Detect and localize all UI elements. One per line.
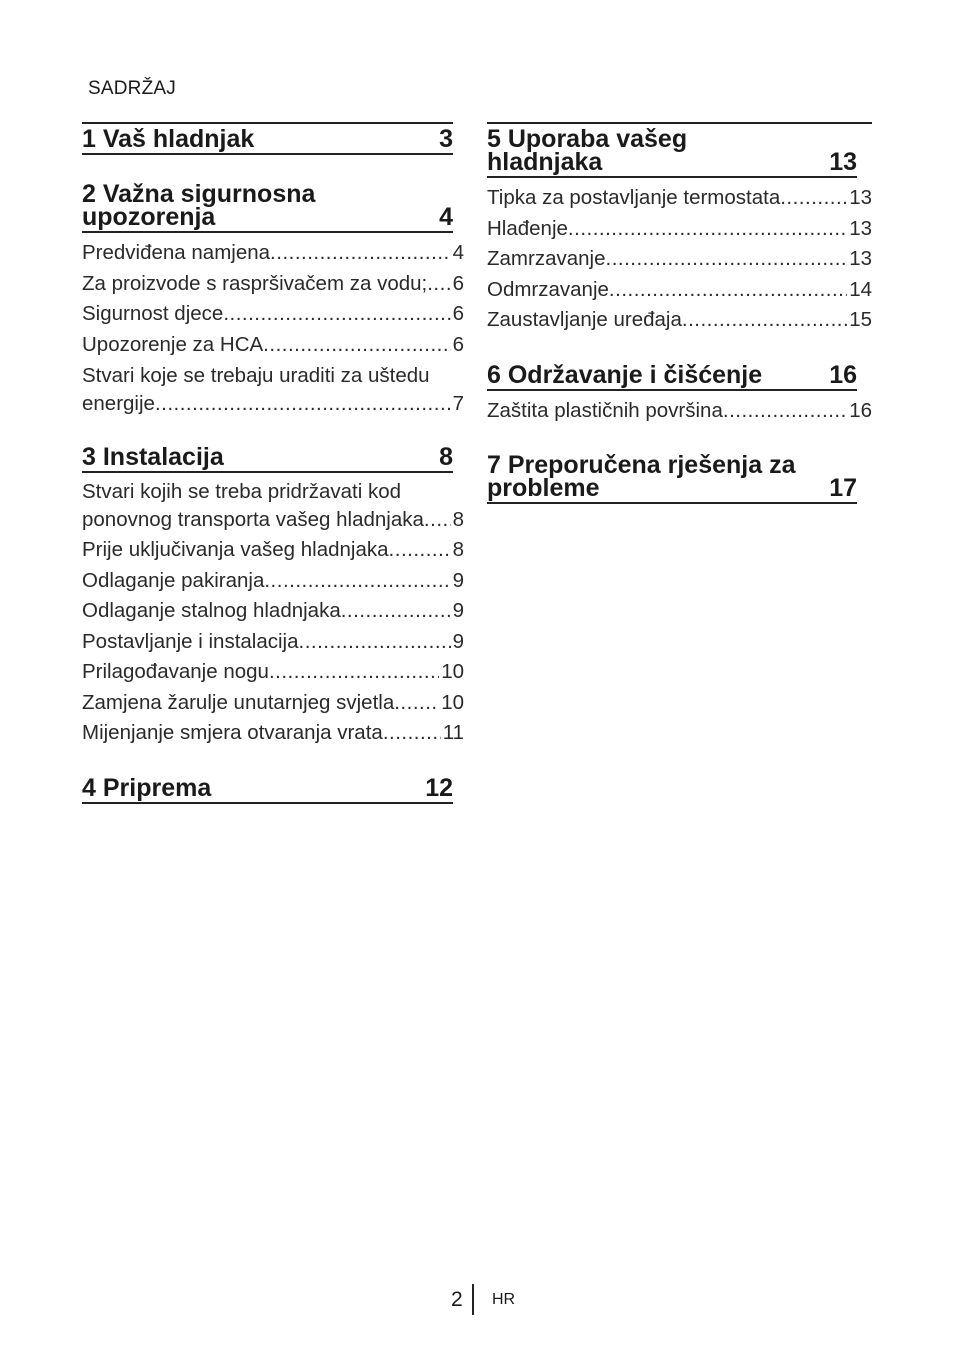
toc-item-page: 8 — [452, 538, 464, 561]
toc-item-page: 6 — [452, 271, 464, 295]
toc-item-label: Prilagođavanje nogu — [82, 660, 269, 683]
footer-divider — [472, 1284, 474, 1315]
section-title-line: hladnjaka — [487, 148, 603, 176]
toc-item-label: Zamjena žarulje unutarnjeg svjetla — [82, 690, 395, 714]
toc-item-page: 14 — [849, 277, 872, 301]
toc-item-leader — [269, 657, 439, 688]
section-title-row — [82, 125, 453, 153]
toc-item-label: Prije uključivanja vašeg hladnjaka — [82, 538, 389, 561]
section-title-row — [82, 203, 453, 231]
toc-item[interactable] — [82, 657, 464, 688]
toc-section-heading[interactable] — [82, 122, 453, 155]
toc-section-heading[interactable] — [487, 124, 857, 178]
toc-item[interactable] — [82, 627, 464, 658]
toc-item-label-line: energije — [82, 392, 155, 415]
section-page-number: 13 — [829, 148, 857, 176]
toc-item-leader — [264, 566, 450, 597]
section-title-line: 6 Održavanje i čišćenje — [487, 360, 763, 389]
toc-item[interactable] — [82, 362, 464, 418]
toc-item-leader — [609, 275, 847, 306]
toc-item-leader — [427, 269, 450, 300]
toc-item-leader — [263, 330, 450, 361]
toc-item-leader — [155, 390, 451, 418]
toc-item-label: Zaštita plastičnih površina — [487, 398, 723, 422]
toc-section-heading[interactable] — [82, 443, 453, 473]
section-title-line: 4 Priprema — [82, 773, 212, 802]
toc-item-label: Zaustavljanje uređaja — [487, 308, 682, 331]
section-page-number: 17 — [829, 474, 857, 502]
toc-item-label: Odlaganje pakiranja — [82, 568, 265, 592]
toc-item-label: Sigurnost djece — [82, 302, 224, 325]
toc-item-label: Upozorenje za HCA — [82, 332, 264, 356]
toc-item-page: 4 — [452, 241, 464, 264]
toc-item-page: 15 — [849, 308, 872, 331]
toc-item-leader — [780, 183, 847, 214]
toc-item-page: 6 — [452, 332, 464, 356]
toc-item[interactable] — [487, 396, 872, 427]
toc-item-page: 13 — [849, 186, 872, 209]
toc-item[interactable] — [82, 535, 464, 566]
toc-section-heading[interactable] — [487, 360, 857, 391]
toc-item-label-line: Stvari kojih se treba pridržavati kod — [82, 480, 402, 503]
toc-left-column — [82, 122, 464, 804]
toc-section-heading[interactable] — [82, 180, 453, 233]
toc-item-page: 10 — [441, 660, 464, 683]
toc-item[interactable] — [487, 244, 872, 275]
toc-item[interactable] — [82, 330, 464, 361]
section-page-number: 12 — [425, 773, 453, 802]
toc-item[interactable] — [487, 275, 872, 306]
toc-item-page: 13 — [849, 247, 872, 270]
footer-language: HR — [492, 1291, 516, 1308]
toc-item[interactable] — [487, 305, 872, 336]
toc-item[interactable] — [487, 183, 872, 214]
section-page-number: 4 — [439, 203, 453, 231]
page-label: SADRŽAJ — [88, 78, 176, 99]
toc-item[interactable] — [487, 214, 872, 245]
toc-item-page: 8 — [452, 508, 464, 531]
toc-item[interactable] — [82, 718, 464, 749]
toc-item-leader — [568, 214, 847, 245]
toc-item-label-line: ponovnog transporta vašeg hladnjaka — [82, 508, 424, 531]
toc-item-leader — [341, 596, 451, 627]
toc-item-page: 13 — [849, 216, 872, 240]
toc-item[interactable] — [82, 478, 464, 534]
toc-item-label: Odmrzavanje — [487, 277, 609, 301]
toc-item-list — [487, 183, 872, 336]
section-title-row — [487, 148, 857, 176]
toc-item-leader — [394, 688, 439, 719]
toc-item-row — [82, 390, 464, 418]
toc-item[interactable] — [82, 596, 464, 627]
toc-item[interactable] — [82, 269, 464, 300]
toc-item-leader — [606, 244, 848, 275]
section-title-line: upozorenja — [82, 203, 216, 231]
toc-item-page: 9 — [452, 568, 464, 592]
toc-item-list — [82, 238, 464, 418]
toc-item-label: Tipka za postavljanje termostata — [487, 186, 781, 209]
section-page-number: 16 — [829, 360, 857, 389]
section-title-line: 2 Važna sigurnosna — [82, 180, 316, 208]
section-title-line: 5 Uporaba vašeg — [487, 125, 688, 153]
toc-item-list — [487, 396, 872, 427]
toc-item-leader — [424, 506, 451, 534]
toc-item[interactable] — [82, 566, 464, 597]
section-page-number: 8 — [439, 443, 453, 471]
toc-item-label: Postavljanje i instalacija — [82, 629, 299, 653]
toc-item-label: Mijenjanje smjera otvaranja vrata — [82, 721, 383, 744]
toc-item-label-line: Stvari koje se trebaju uraditi za uštedu — [82, 364, 430, 387]
toc-item-page: 10 — [441, 690, 464, 714]
toc-item-label: Za proizvode s raspršivačem za vodu; — [82, 271, 428, 295]
section-title-line: probleme — [487, 474, 600, 502]
toc-section-heading[interactable] — [82, 773, 453, 804]
toc-item-leader — [723, 396, 847, 427]
page-footer — [0, 1284, 954, 1316]
toc-item-leader — [299, 627, 451, 658]
footer-page-number: 2 — [451, 1288, 463, 1311]
section-page-number: 3 — [439, 125, 453, 153]
toc-item-page: 9 — [452, 599, 464, 622]
toc-item-leader — [270, 238, 451, 269]
section-title-line: 1 Vaš hladnjak — [82, 125, 255, 153]
toc-item[interactable] — [82, 688, 464, 719]
toc-section-heading[interactable] — [487, 451, 857, 504]
toc-item-leader — [389, 535, 451, 566]
toc-item[interactable] — [82, 238, 464, 269]
section-title-row — [487, 360, 857, 389]
toc-item-page: 16 — [849, 398, 872, 422]
section-title-row — [82, 773, 453, 802]
section-title-row — [487, 474, 857, 502]
section-title-line: 3 Instalacija — [82, 443, 224, 471]
toc-item-leader — [383, 718, 441, 749]
toc-item-label: Predviđena namjena — [82, 241, 271, 264]
toc-right-column — [487, 122, 872, 504]
section-title-line: 7 Preporučena rješenja za — [487, 451, 796, 479]
toc-item-page: 11 — [442, 721, 464, 744]
toc-item-list — [82, 478, 464, 749]
toc-item-leader — [223, 299, 450, 330]
toc-item-row — [82, 506, 464, 534]
toc-item-label: Odlaganje stalnog hladnjaka — [82, 599, 341, 622]
toc-item-page: 6 — [452, 302, 464, 325]
toc-item-label: Hlađenje — [487, 216, 568, 240]
section-title-row — [82, 443, 453, 471]
toc-item[interactable] — [82, 299, 464, 330]
toc-item-label: Zamrzavanje — [487, 247, 606, 270]
toc-item-leader — [682, 305, 847, 336]
toc-item-page: 7 — [452, 392, 464, 415]
toc-item-page: 9 — [452, 629, 464, 653]
